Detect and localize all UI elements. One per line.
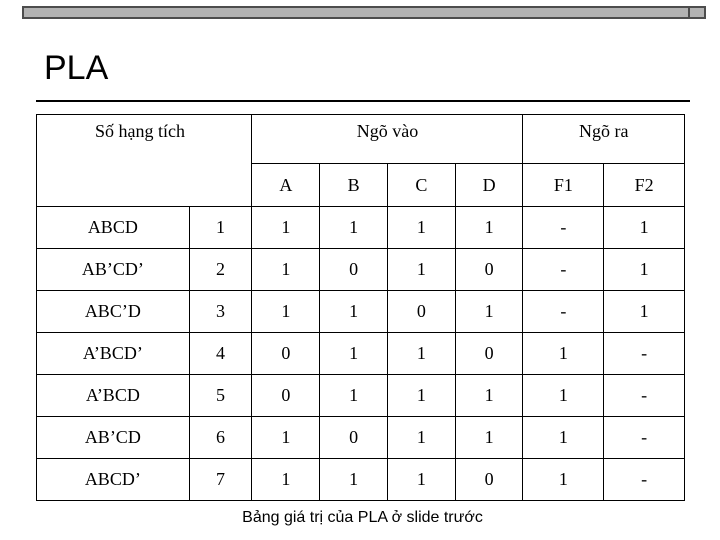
cell-d: 0: [455, 333, 523, 375]
cell-index: 1: [189, 207, 252, 249]
cell-d: 1: [455, 291, 523, 333]
cell-term: A’BCD: [37, 375, 190, 417]
cell-d: 1: [455, 207, 523, 249]
cell-b: 1: [320, 291, 388, 333]
cell-d: 1: [455, 375, 523, 417]
cell-b: 0: [320, 249, 388, 291]
cell-index: 5: [189, 375, 252, 417]
cell-c: 1: [387, 207, 455, 249]
cell-a: 0: [252, 333, 320, 375]
cell-term: A’BCD’: [37, 333, 190, 375]
cell-f1: -: [523, 291, 604, 333]
cell-c: 1: [387, 375, 455, 417]
cell-d: 0: [455, 459, 523, 501]
cell-f1: 1: [523, 375, 604, 417]
cell-term: AB’CD: [37, 417, 190, 459]
caption-text: Bảng giá trị của PLA ở slide trước: [242, 509, 483, 526]
subheader-f1: F1: [523, 164, 604, 207]
cell-f2: -: [604, 375, 685, 417]
table-header-row: [37, 115, 685, 164]
cell-b: 1: [320, 333, 388, 375]
cell-index: 7: [189, 459, 252, 501]
table-caption: [0, 509, 720, 527]
cell-term: ABCD: [37, 207, 190, 249]
cell-f2: -: [604, 417, 685, 459]
cell-f1: 1: [523, 459, 604, 501]
header-outputs: Ngõ ra: [523, 115, 685, 164]
cell-index: 2: [189, 249, 252, 291]
subheader-d: D: [455, 164, 523, 207]
cell-c: 1: [387, 459, 455, 501]
cell-index: 3: [189, 291, 252, 333]
cell-c: 1: [387, 249, 455, 291]
cell-a: 0: [252, 375, 320, 417]
cell-f2: 1: [604, 207, 685, 249]
cell-f2: 1: [604, 291, 685, 333]
cell-f2: -: [604, 459, 685, 501]
pla-truth-table: [36, 114, 685, 501]
cell-a: 1: [252, 249, 320, 291]
cell-d: 1: [455, 417, 523, 459]
table-row: [37, 333, 685, 375]
cell-b: 1: [320, 459, 388, 501]
subheader-f2: F2: [604, 164, 685, 207]
cell-c: 0: [387, 291, 455, 333]
cell-f1: -: [523, 207, 604, 249]
cell-a: 1: [252, 459, 320, 501]
cell-f2: -: [604, 333, 685, 375]
cell-f1: -: [523, 249, 604, 291]
top-decorative-square: [688, 6, 706, 19]
cell-f1: 1: [523, 333, 604, 375]
cell-index: 4: [189, 333, 252, 375]
table-row: [37, 417, 685, 459]
cell-a: 1: [252, 417, 320, 459]
slide-title: PLA: [44, 49, 109, 87]
table-row: [37, 375, 685, 417]
cell-d: 0: [455, 249, 523, 291]
header-inputs: Ngõ vào: [252, 115, 523, 164]
title-underline: [36, 100, 690, 102]
cell-f1: 1: [523, 417, 604, 459]
subheader-c: C: [387, 164, 455, 207]
top-decorative-bar: [22, 6, 706, 19]
table-row: [37, 459, 685, 501]
cell-term: ABC’D: [37, 291, 190, 333]
table-row: [37, 291, 685, 333]
cell-index: 6: [189, 417, 252, 459]
cell-b: 1: [320, 207, 388, 249]
cell-c: 1: [387, 417, 455, 459]
table-row: [37, 207, 685, 249]
cell-term: AB’CD’: [37, 249, 190, 291]
subheader-a: A: [252, 164, 320, 207]
cell-c: 1: [387, 333, 455, 375]
cell-b: 0: [320, 417, 388, 459]
cell-term: ABCD’: [37, 459, 190, 501]
cell-a: 1: [252, 291, 320, 333]
cell-b: 1: [320, 375, 388, 417]
cell-f2: 1: [604, 249, 685, 291]
table-row: [37, 249, 685, 291]
subheader-b: B: [320, 164, 388, 207]
header-terms: Số hạng tích: [37, 115, 252, 207]
cell-a: 1: [252, 207, 320, 249]
